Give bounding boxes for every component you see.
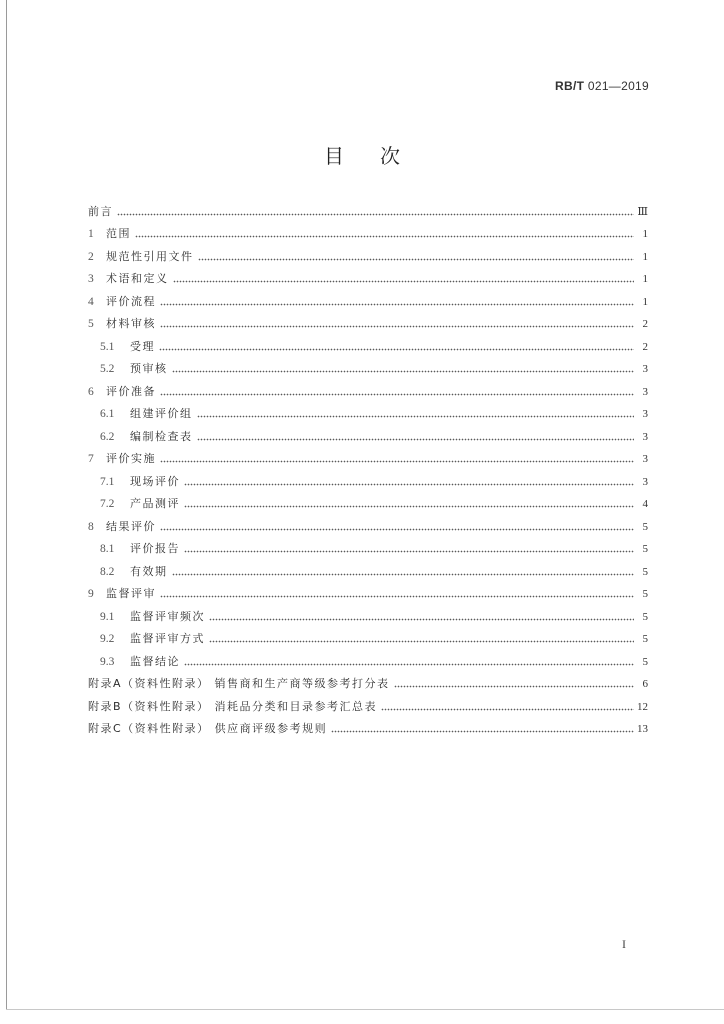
toc-entry-label: 现场评价 — [130, 474, 180, 488]
toc-entry-page: 3 — [642, 408, 648, 420]
toc-entry-page: 4 — [642, 498, 648, 510]
toc-dot-leader — [197, 415, 635, 418]
toc-dot-leader — [209, 640, 634, 643]
toc-dot-leader — [198, 258, 635, 261]
toc-entry[interactable] — [88, 286, 648, 309]
toc-entry-page: 5 — [642, 633, 648, 645]
toc-entry-label: 附录C（资料性附录） 供应商评级参考规则 — [88, 722, 328, 735]
toc-entry[interactable] — [88, 264, 648, 287]
toc-entry-label: 受理 — [130, 339, 155, 353]
toc-entry-label: 产品测评 — [130, 497, 180, 510]
toc-entry-page: 3 — [642, 363, 648, 375]
toc-entry-label: 材料审核 — [106, 317, 156, 330]
toc-entry-label: 范围 — [106, 227, 131, 240]
toc-entry-label: 规范性引用文件 — [106, 249, 194, 263]
toc-entry-label: 预审核 — [130, 362, 168, 375]
toc-entry-label: 评价流程 — [106, 294, 156, 308]
toc-entry[interactable] — [88, 309, 648, 332]
toc-entry-page: 13 — [637, 723, 648, 735]
toc-entry-number: 3 — [88, 273, 94, 285]
toc-entry-page: Ⅲ — [637, 205, 648, 218]
toc-entry-page: 5 — [642, 655, 648, 668]
toc-entry[interactable] — [88, 399, 648, 422]
toc-entry-number: 6.2 — [100, 430, 115, 443]
toc-entry-page: 5 — [642, 588, 648, 600]
toc-entry[interactable] — [88, 219, 648, 242]
page-number: I — [622, 937, 626, 951]
toc-entry-page: 1 — [642, 273, 648, 285]
toc-entry[interactable] — [88, 331, 648, 354]
toc-dot-leader — [184, 550, 634, 553]
toc-entry-number: 7 — [88, 453, 94, 465]
toc-entry-number: 4 — [88, 295, 94, 308]
toc-entry[interactable] — [88, 714, 648, 737]
toc-entry[interactable] — [88, 624, 648, 647]
toc-entry-label: 评价报告 — [130, 542, 180, 555]
toc-entry-label: 监督评审方式 — [130, 632, 205, 645]
toc-entry-label: 监督评审 — [106, 587, 156, 600]
toc-entry-number: 8.2 — [100, 565, 115, 578]
toc-entry-number: 9 — [88, 588, 94, 600]
toc-entry-number: 9.3 — [100, 655, 115, 668]
toc-entry-page: 1 — [642, 250, 648, 263]
toc-entry-page: 1 — [642, 228, 648, 240]
toc-entry-page: 2 — [642, 340, 648, 353]
toc-dot-leader — [184, 505, 634, 508]
toc-entry-label: 附录B（资料性附录） 消耗品分类和目录参考汇总表 — [88, 699, 378, 713]
toc-entry[interactable] — [88, 196, 648, 219]
toc-dot-leader — [135, 235, 634, 238]
toc-entry-page: 3 — [642, 475, 648, 488]
toc-entry[interactable] — [88, 601, 648, 624]
toc-dot-leader — [160, 325, 634, 328]
toc-entry[interactable] — [88, 534, 648, 557]
toc-entry-number: 2 — [88, 250, 94, 263]
page-title: 目次 — [324, 144, 436, 168]
toc-dot-leader — [209, 618, 634, 621]
toc-entry-number: 6 — [88, 385, 94, 398]
toc-dot-leader — [184, 663, 634, 666]
toc-entry-label: 评价准备 — [106, 384, 156, 398]
toc-dot-leader — [184, 483, 634, 486]
table-of-contents — [88, 196, 648, 736]
toc-entry-page: 3 — [642, 453, 648, 465]
toc-dot-leader — [160, 460, 634, 463]
toc-entry-page: 3 — [642, 430, 648, 443]
toc-dot-leader — [172, 573, 635, 576]
toc-entry-page: 3 — [642, 385, 648, 398]
toc-entry[interactable] — [88, 354, 648, 377]
toc-entry-number: 7.2 — [100, 498, 115, 510]
toc-entry-number: 6.1 — [100, 408, 115, 420]
toc-dot-leader — [160, 393, 634, 396]
toc-entry-number: 8.1 — [100, 543, 115, 555]
scan-bottom-edge — [6, 1009, 724, 1010]
toc-entry[interactable] — [88, 556, 648, 579]
toc-entry[interactable] — [88, 421, 648, 444]
toc-entry[interactable] — [88, 646, 648, 669]
toc-entry-page: 5 — [642, 520, 648, 533]
toc-entry[interactable] — [88, 444, 648, 467]
toc-entry[interactable] — [88, 376, 648, 399]
document-code-prefix: RB/T — [555, 79, 585, 93]
toc-dot-leader — [172, 370, 635, 373]
toc-entry-page: 5 — [642, 565, 648, 578]
toc-entry[interactable] — [88, 579, 648, 602]
toc-entry-label: 评价实施 — [106, 452, 156, 465]
toc-dot-leader — [160, 303, 634, 306]
toc-dot-leader — [160, 595, 634, 598]
toc-entry-label: 有效期 — [130, 564, 168, 578]
toc-entry-number: 9.1 — [100, 610, 115, 623]
toc-entry-number: 5 — [88, 318, 94, 330]
toc-entry-page: 12 — [637, 700, 648, 713]
toc-entry[interactable] — [88, 669, 648, 692]
toc-dot-leader — [160, 528, 634, 531]
toc-entry-label: 附录A（资料性附录） 销售商和生产商等级参考打分表 — [88, 677, 390, 690]
toc-dot-leader — [173, 280, 635, 283]
toc-entry-label: 监督评审频次 — [130, 609, 205, 623]
toc-dot-leader — [331, 730, 634, 733]
toc-entry-page: 2 — [642, 318, 648, 330]
toc-entry-label: 术语和定义 — [106, 272, 169, 285]
toc-entry-label: 结果评价 — [106, 519, 156, 533]
toc-entry-number: 7.1 — [100, 475, 115, 488]
toc-entry-number: 5.2 — [100, 363, 115, 375]
toc-entry-number: 1 — [88, 228, 94, 240]
toc-dot-leader — [394, 685, 634, 688]
toc-entry-label: 编制检查表 — [130, 429, 193, 443]
toc-entry[interactable] — [88, 466, 648, 489]
toc-entry-number: 8 — [88, 520, 94, 533]
toc-entry-page: 5 — [642, 610, 648, 623]
toc-entry-page: 6 — [642, 678, 648, 690]
toc-entry-number: 5.1 — [100, 340, 115, 353]
toc-entry-page: 5 — [642, 543, 648, 555]
toc-entry[interactable] — [88, 511, 648, 534]
toc-entry[interactable] — [88, 691, 648, 714]
document-code-number: 021—2019 — [587, 79, 649, 93]
toc-dot-leader — [197, 438, 635, 441]
toc-entry-label: 监督结论 — [130, 654, 180, 668]
toc-dot-leader — [381, 708, 634, 711]
toc-entry-number: 9.2 — [100, 633, 115, 645]
toc-entry[interactable] — [88, 241, 648, 264]
document-code — [555, 79, 649, 93]
toc-entry-label: 前言 — [88, 204, 113, 218]
toc-entry-page: 1 — [642, 295, 648, 308]
toc-entry-label: 组建评价组 — [130, 407, 193, 420]
toc-dot-leader — [117, 213, 634, 216]
toc-dot-leader — [159, 348, 634, 351]
toc-entry[interactable] — [88, 489, 648, 512]
